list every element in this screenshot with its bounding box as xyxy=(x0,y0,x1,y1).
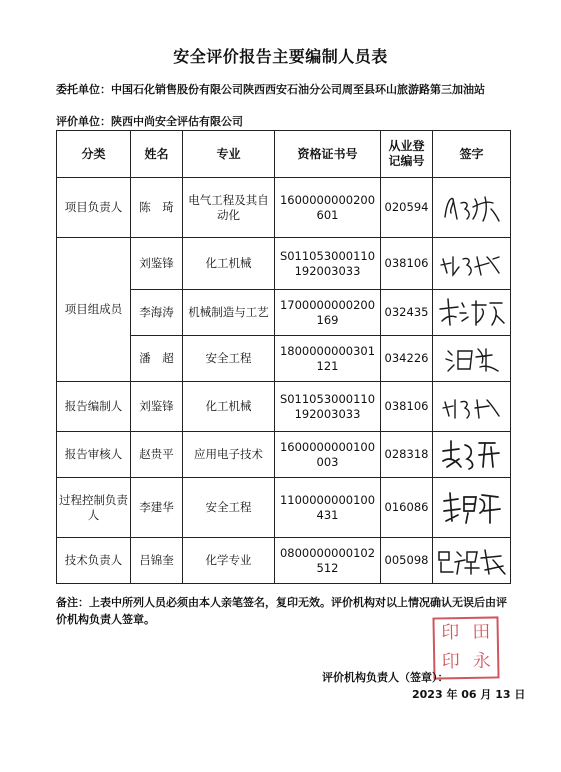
header-signature: 签字 xyxy=(433,131,511,178)
major-cell: 化学专业 xyxy=(183,538,275,584)
category-cell: 过程控制负责人 xyxy=(57,478,131,538)
client-value: 中国石化销售股份有限公司陕西西安石油分公司周至县环山旅游路第三加油站 xyxy=(111,83,485,96)
cert-cell: 1600000000200601 xyxy=(275,178,381,238)
handwritten-signature xyxy=(440,489,504,527)
seal-char: 永 xyxy=(472,650,491,672)
table-row xyxy=(57,538,511,584)
reg-cell: 028318 xyxy=(381,432,433,478)
client-label: 委托单位： xyxy=(56,83,111,96)
header-name: 姓名 xyxy=(131,131,183,178)
cert-cell: 1600000000100003 xyxy=(275,432,381,478)
seal-char: 田 xyxy=(472,621,491,643)
handwritten-signature xyxy=(439,437,505,473)
cert-cell: 0800000000102512 xyxy=(275,538,381,584)
signature-cell xyxy=(433,238,511,290)
cert-cell: S011053000110192003033 xyxy=(275,382,381,432)
name-cell: 李海涛 xyxy=(131,290,183,336)
cert-cell: 1100000000100431 xyxy=(275,478,381,538)
major-cell: 化工机械 xyxy=(183,382,275,432)
table-header-row xyxy=(57,131,511,178)
reg-cell: 016086 xyxy=(381,478,433,538)
major-cell: 安全工程 xyxy=(183,478,275,538)
institution-head-signature-label: 评价机构负责人（签章）： xyxy=(322,671,449,684)
cert-cell: S011053000110192003033 xyxy=(275,238,381,290)
major-cell: 应用电子技术 xyxy=(183,432,275,478)
signature-cell xyxy=(433,178,511,238)
signature-cell xyxy=(433,382,511,432)
reg-cell: 032435 xyxy=(381,290,433,336)
signature-cell xyxy=(433,336,511,382)
evaluator-line xyxy=(56,113,243,129)
document-title: 安全评价报告主要编制人员表 xyxy=(173,47,388,66)
reg-cell: 020594 xyxy=(381,178,433,238)
major-cell: 化工机械 xyxy=(183,238,275,290)
name-cell: 李建华 xyxy=(131,478,183,538)
table-row xyxy=(57,478,511,538)
category-cell: 项目组成员 xyxy=(57,238,131,382)
evaluator-label: 评价单位： xyxy=(56,115,111,128)
name-cell: 潘 超 xyxy=(131,336,183,382)
major-cell: 电气工程及其自动化 xyxy=(183,178,275,238)
name-cell: 刘鉴锋 xyxy=(131,238,183,290)
category-cell: 报告审核人 xyxy=(57,432,131,478)
cert-cell: 1800000000301121 xyxy=(275,336,381,382)
signature-cell xyxy=(433,538,511,584)
table-row xyxy=(57,178,511,238)
document-date: 2023 年 06 月 13 日 xyxy=(412,688,526,701)
remark-note: 备注：上表中所列人员必须由本人亲笔签名，复印无效。评价机构对以上情况确认无误后由评价机构负责人签章。 xyxy=(56,596,507,626)
signature-cell xyxy=(433,290,511,336)
signature-cell xyxy=(433,478,511,538)
handwritten-signature xyxy=(437,249,507,279)
signature-cell xyxy=(433,432,511,478)
table-row xyxy=(57,432,511,478)
major-cell: 安全工程 xyxy=(183,336,275,382)
cert-cell: 1700000000200169 xyxy=(275,290,381,336)
handwritten-signature xyxy=(439,191,505,225)
reg-cell: 038106 xyxy=(381,382,433,432)
name-cell: 刘鉴锋 xyxy=(131,382,183,432)
handwritten-signature xyxy=(439,392,505,422)
header-major: 专业 xyxy=(183,131,275,178)
reg-cell: 038106 xyxy=(381,238,433,290)
handwritten-signature xyxy=(436,295,508,331)
category-cell: 项目负责人 xyxy=(57,178,131,238)
reg-cell: 034226 xyxy=(381,336,433,382)
handwritten-signature xyxy=(435,544,509,578)
category-cell: 报告编制人 xyxy=(57,382,131,432)
table-row xyxy=(57,238,511,290)
table-row xyxy=(57,382,511,432)
major-cell: 机械制造与工艺 xyxy=(183,290,275,336)
name-cell: 陈 琦 xyxy=(131,178,183,238)
header-cert: 资格证书号 xyxy=(275,131,381,178)
handwritten-signature xyxy=(442,343,502,375)
reg-cell: 005098 xyxy=(381,538,433,584)
evaluator-value: 陕西中尚安全评估有限公司 xyxy=(111,115,243,128)
header-category: 分类 xyxy=(57,131,131,178)
seal-char: 印 xyxy=(441,622,460,644)
name-cell: 赵贵平 xyxy=(131,432,183,478)
header-reg: 从业登记编号 xyxy=(381,131,433,178)
client-line xyxy=(56,81,485,97)
category-cell: 技术负责人 xyxy=(57,538,131,584)
personnel-table xyxy=(56,130,511,584)
seal-char: 印 xyxy=(441,651,460,673)
name-cell: 吕锦奎 xyxy=(131,538,183,584)
